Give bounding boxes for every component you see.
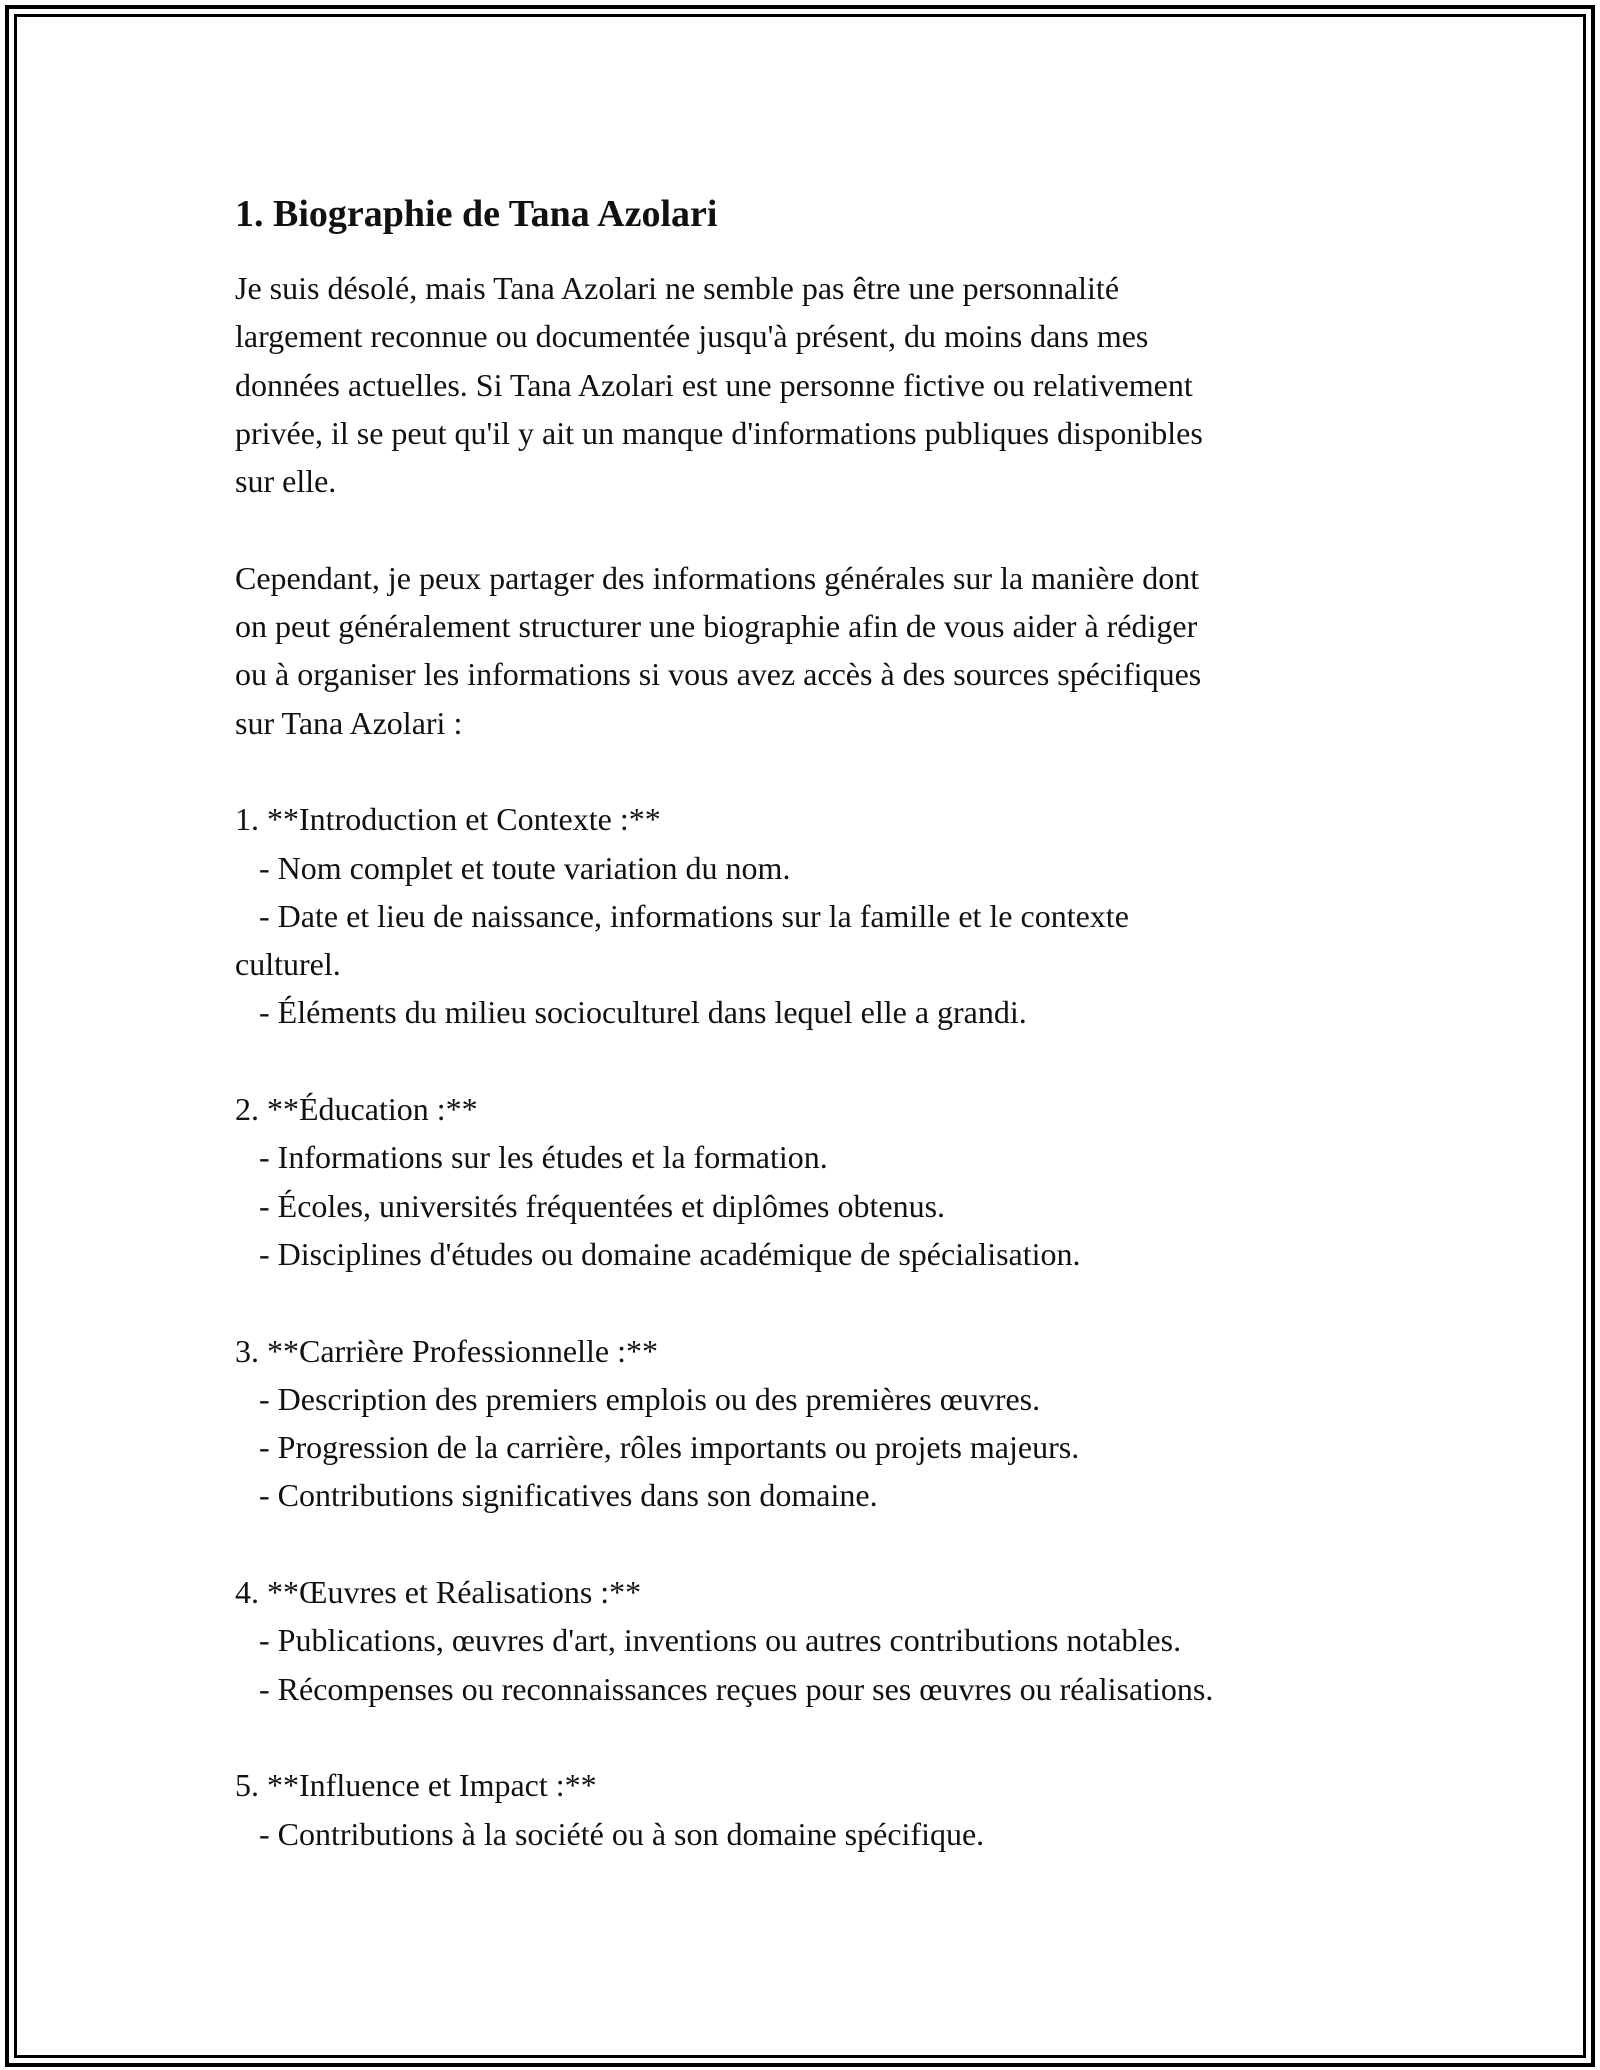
document-content xyxy=(235,186,1385,1858)
document-body: Je suis désolé, mais Tana Azolari ne semble pas être une personnalité largement reconnue ou documentée jusqu'à présent, du moins dans mes données actuelles. Si Tana Azolari est une personne fictive ou relativement privée, il se peut qu'il y ait un manque d'informations publiques disponibles sur elle. Cependant, je peux partager des informations générales sur la manière dont on peut généralement structurer une biographie afin de vous aider à rédiger ou à organiser les informations si vous avez accès à des sources spécifiques sur Tana Azolari : 1. **Introduction et Contexte :** - Nom complet et toute variation du nom. - Date et lieu de naissance, informations sur la famille et le contexte culturel. - Éléments du milieu socioculturel dans lequel elle a grandi. 2. **Éducation :** - Informations sur les études et la formation. - Écoles, universités fréquentées et diplômes obtenus. - Disciplines d'études ou domaine académique de spécialisation. 3. **Carrière Professionnelle :** - Description des premiers emplois ou des premières œuvres. - Progression de la carrière, rôles importants ou projets majeurs. - Contributions significatives dans son domaine. 4. **Œuvres et Réalisations :** - Publications, œuvres d'art, inventions ou autres contributions notables. - Récompenses ou reconnaissances reçues pour ses œuvres ou réalisations. 5. **Influence et Impact :** - Contributions à la société ou à son domaine spécifique. xyxy=(235,270,1214,1852)
document-title: 1. Biographie de Tana Azolari xyxy=(235,193,718,235)
